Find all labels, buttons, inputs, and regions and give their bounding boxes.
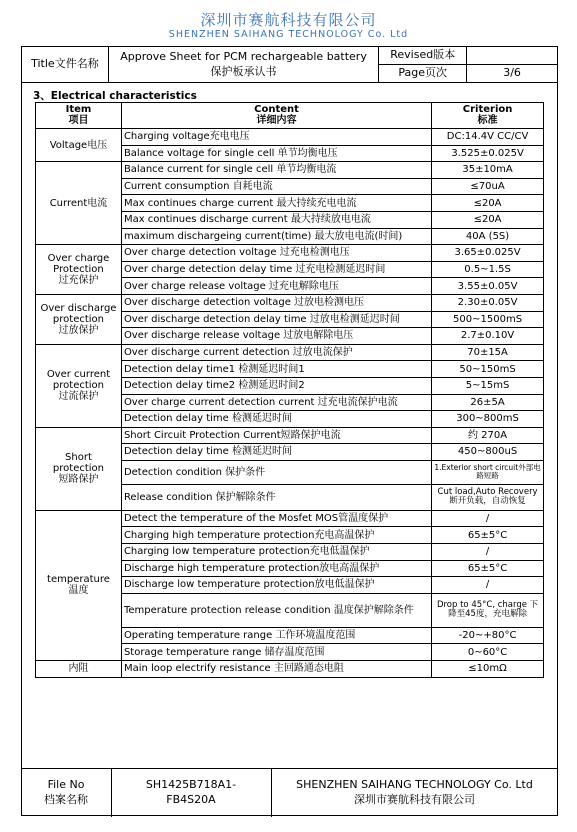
item-category-line: Over discharge [40,302,117,314]
content-cell: Balance voltage for single cell 单节均衡电压 [121,145,431,162]
criterion-cell: 65±5°C [432,527,544,544]
criterion-cell: ≤20A [432,211,544,228]
content-cell: Detection condition 保护条件 [121,460,431,484]
content-cell: Over discharge detection voltage 过放电检测电压 [121,294,431,311]
content-cell: Short Circuit Protection Current短路保护电流 [121,427,431,444]
criterion-cell: 40A (5S) [432,228,544,245]
item-category [36,427,122,510]
file-no-value-1: SH1425B718A1- [145,778,237,792]
content-cell: Charging high temperature protection充电高温保护 [121,527,431,544]
criterion-cell: 35±10mA [432,162,544,179]
criterion-cell: / [432,510,544,527]
criterion-cell: 0~60°C [432,644,544,661]
criterion-cell: 1.Exterior short circuit外部电路短路 [432,460,544,484]
criterion-cell: 3.55±0.05V [432,278,544,295]
title-value-cn: 保护板承认书 [210,64,277,78]
title-value [108,47,378,83]
item-category-line: Short protection [52,452,105,475]
item-category-line: 过流保护 [58,391,99,403]
criterion-cell: 0.5~1.5S [432,261,544,278]
revised-label: Revised版本 [379,47,467,65]
criterion-cell: ≤10mΩ [432,661,544,678]
criterion-cell: / [432,577,544,594]
footer-file-value [111,769,271,817]
spec-row [36,245,544,262]
spec-row [36,510,544,527]
criterion-cell: 5~15mS [432,377,544,394]
spec-table [35,102,544,678]
criterion-cell: ≤70uA [432,178,544,195]
item-category [36,510,122,660]
footer [21,768,558,817]
criterion-cell: 2.30±0.05V [432,294,544,311]
spec-row [36,661,544,678]
content-cell: Discharge low temperature protection放电低温保护 [121,577,431,594]
content-cell: Charging voltage充电电压 [121,129,431,146]
content-cell: Balance current for single cell 单节均衡电流 [121,162,431,179]
item-category-line: 温度 [68,585,89,597]
item-category [36,294,122,344]
content-cell: Max continues discharge current 最大持续放电电流 [121,211,431,228]
header-criterion [432,103,544,129]
content-cell: Over discharge detection delay time 过放电检测延迟时间 [121,311,431,328]
header-criterion-en: Criterion [462,104,513,115]
section-title: 3、Electrical characteristics [33,90,197,102]
header-content [121,103,431,129]
criterion-cell: / [432,544,544,561]
page-value: 3/6 [467,65,558,83]
item-category [36,344,122,427]
criterion-cell: Drop to 45°C, charge 下降至45度，充电解除 [432,593,544,627]
criterion-cell: 70±15A [432,344,544,361]
criterion-cell: 65±5°C [432,560,544,577]
item-category-line: 过放保护 [58,324,99,336]
header-item [36,103,122,129]
page-label: Page页次 [379,65,467,83]
footer-file-label [21,769,111,817]
file-no-label: File No [47,778,85,792]
footer-company-en: SHENZHEN SAIHANG TECHNOLOGY Co. Ltd [296,778,533,792]
criterion-cell: Cut load,Auto Recovery 断开负载，自动恢复 [432,484,544,510]
criterion-cell: 3.525±0.025V [432,145,544,162]
item-category-line: Protection [53,263,104,275]
item-category-line: Over current [46,368,111,380]
file-no-label-cn: 档案名称 [44,793,88,806]
item-category-line: protection [52,313,105,325]
content-cell: Over charge current detection current 过充电流保护电流 [121,394,431,411]
footer-company [271,769,558,817]
item-category-line: Voltage电压 [49,139,108,151]
criterion-cell: 3.65±0.025V [432,245,544,262]
header-content-en: Content [254,104,299,115]
header-criterion-cn: 标准 [477,114,498,126]
header-content-cn: 详细内容 [256,114,297,126]
criterion-cell: ≤20A [432,195,544,212]
criterion-cell: 50~150mS [432,361,544,378]
content-cell: Operating temperature range 工作环境温度范围 [121,627,431,644]
content-cell: Current consumption 自耗电流 [121,178,431,195]
footer-company-cn: 深圳市赛航科技有限公司 [354,793,475,806]
item-category-line: Over charge [47,252,110,264]
criterion-cell: 300~800mS [432,411,544,428]
content-cell: Main loop electrify resistance 主回路通态电阻 [121,661,431,678]
criterion-cell: DC:14.4V CC/CV [432,129,544,146]
item-category [36,245,122,295]
criterion-cell: 450~800uS [432,444,544,461]
header-item-cn: 项目 [68,114,89,126]
criterion-cell: 26±5A [432,394,544,411]
file-no-value-2: FB4S20A [166,793,216,806]
criterion-cell: -20~+80°C [432,627,544,644]
content-cell: Detect the temperature of the Mosfet MOS管温度保护 [121,510,431,527]
item-category-line: Current电流 [49,197,108,209]
content-cell: Storage temperature range 储存温度范围 [121,644,431,661]
company-name-en: SHENZHEN SAIHANG TECHNOLOGY Co. Ltd [168,29,409,40]
revised-value [467,47,558,65]
content-cell: Detection delay time2 检测延迟时间2 [121,377,431,394]
content-cell: maximum dischargeing current(time) 最大放电电流(时间) [121,228,431,245]
content-cell: Over charge detection delay time 过充电检测延迟时间 [121,261,431,278]
content-cell: Detection delay time 检测延迟时间 [121,444,431,461]
title-label: Title文件名称 [22,47,109,83]
spec-row [36,427,544,444]
spec-row [36,129,544,146]
item-category-line: protection [52,380,105,392]
content-cell: Detection delay time1 检测延迟时间1 [121,361,431,378]
content-cell: Over discharge release voltage 过放电解除电压 [121,328,431,345]
content-cell: Detection delay time 检测延迟时间 [121,411,431,428]
item-category [36,661,122,678]
item-category [36,129,122,162]
content-cell: Over charge detection voltage 过充电检测电压 [121,245,431,262]
content-cell: Release condition 保护解除条件 [121,484,431,510]
content-cell: Temperature protection release condition 温度保护解除条件 [121,593,431,627]
header-item-en: Item [65,104,92,115]
title-value-en: Approve Sheet for PCM rechargeable battery [120,49,367,63]
criterion-cell: 2.7±0.10V [432,328,544,345]
content-cell: Over discharge current detection 过放电流保护 [121,344,431,361]
item-category-line: temperature [47,574,110,586]
spec-row [36,162,544,179]
spec-row [36,294,544,311]
item-category-line: 短路保护 [58,474,99,486]
criterion-cell: 500~1500mS [432,311,544,328]
content-cell: Charging low temperature protection充电低温保护 [121,544,431,561]
item-category [36,162,122,245]
item-category-line: 过充保护 [58,275,99,287]
company-name-cn: 深圳市赛航科技有限公司 [200,11,377,29]
criterion-cell: 约 270A [432,427,544,444]
item-category-line: 内阻 [68,663,89,675]
spec-row [36,344,544,361]
content-cell: Discharge high temperature protection放电高温保护 [121,560,431,577]
content-cell: Max continues charge current 最大持续充电电流 [121,195,431,212]
content-cell: Over charge release voltage 过充电解除电压 [121,278,431,295]
title-block [21,46,558,83]
